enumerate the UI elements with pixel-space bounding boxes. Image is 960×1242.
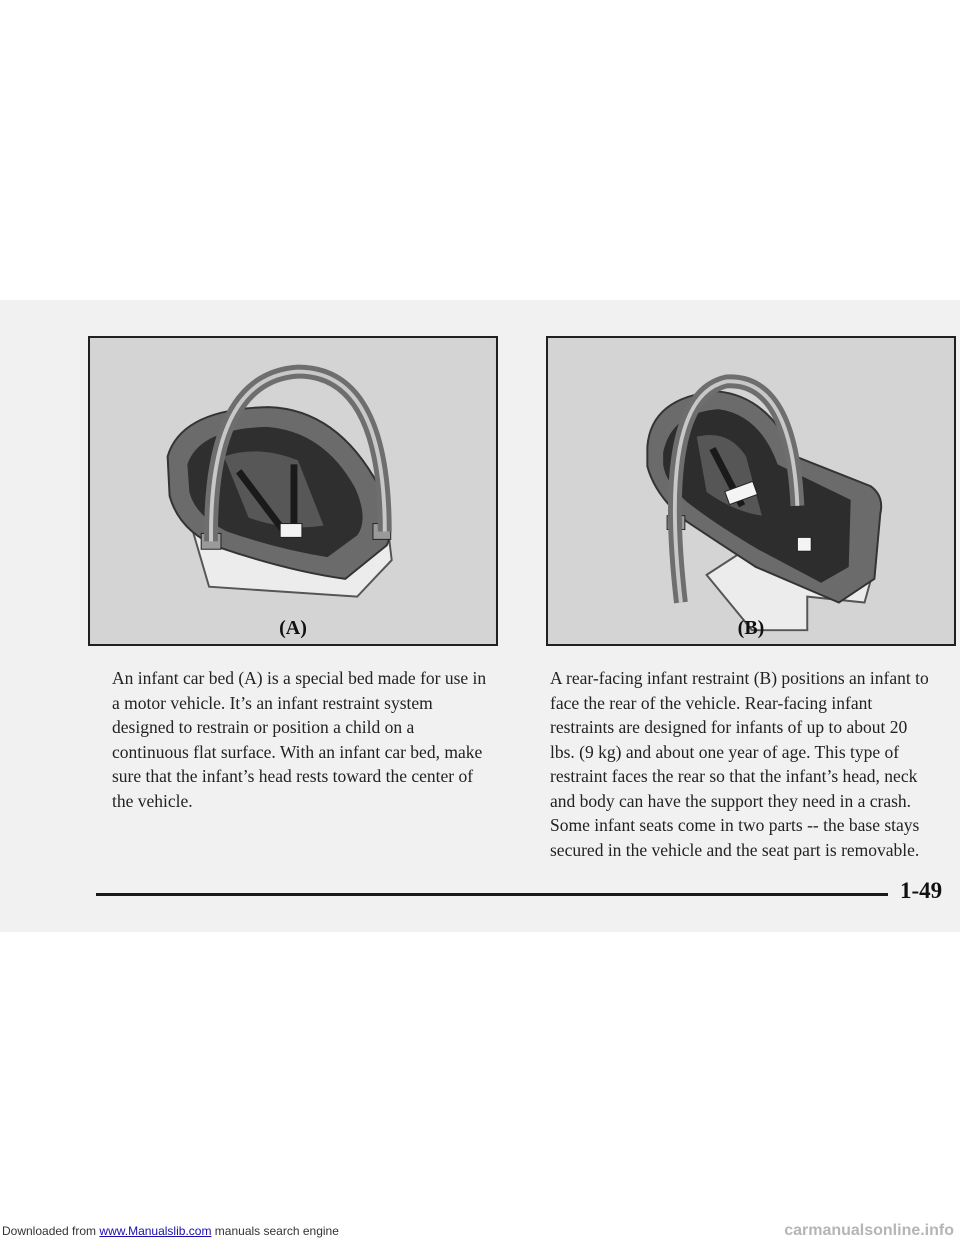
footer-rule [96, 893, 888, 896]
figure-label-b: (B) [737, 617, 765, 639]
rear-facing-seat-illustration [548, 338, 954, 644]
watermark: carmanualsonline.info [784, 1222, 954, 1239]
infant-car-bed-illustration [90, 338, 496, 644]
paragraph-rear-facing-restraint: A rear-facing infant restraint (B) positions an infant to face the rear of the vehicle. Rear-facing infant restraints are designed for infants of up to about 20 lbs. (9 kg) and about one year of age. This type of restraint faces the rear so that the infant’s head, neck and body can have the support they need in a crash. Some infant seats come in two parts -- the base stays secured in the vehicle and the seat part is removable. [550, 668, 929, 860]
footer-suffix: manuals search engine [214, 1224, 339, 1238]
manualslib-link[interactable]: www.Manualslib.com [99, 1224, 212, 1238]
manual-page [0, 300, 960, 932]
page-number: 1-49 [900, 878, 943, 903]
figure-label-a: (A) [279, 617, 307, 639]
figure-rear-facing-seat [546, 336, 956, 646]
download-footer [2, 1224, 339, 1238]
paragraph-infant-car-bed: An infant car bed (A) is a special bed made for use in a motor vehicle. It’s an infant restraint system designed to restrain or position a child on a continuous flat surface. With an infant car bed, make sure that the infant’s head rests toward the center of the vehicle. [112, 668, 487, 811]
figure-infant-car-bed [88, 336, 498, 646]
footer-prefix: Downloaded from [2, 1224, 97, 1238]
